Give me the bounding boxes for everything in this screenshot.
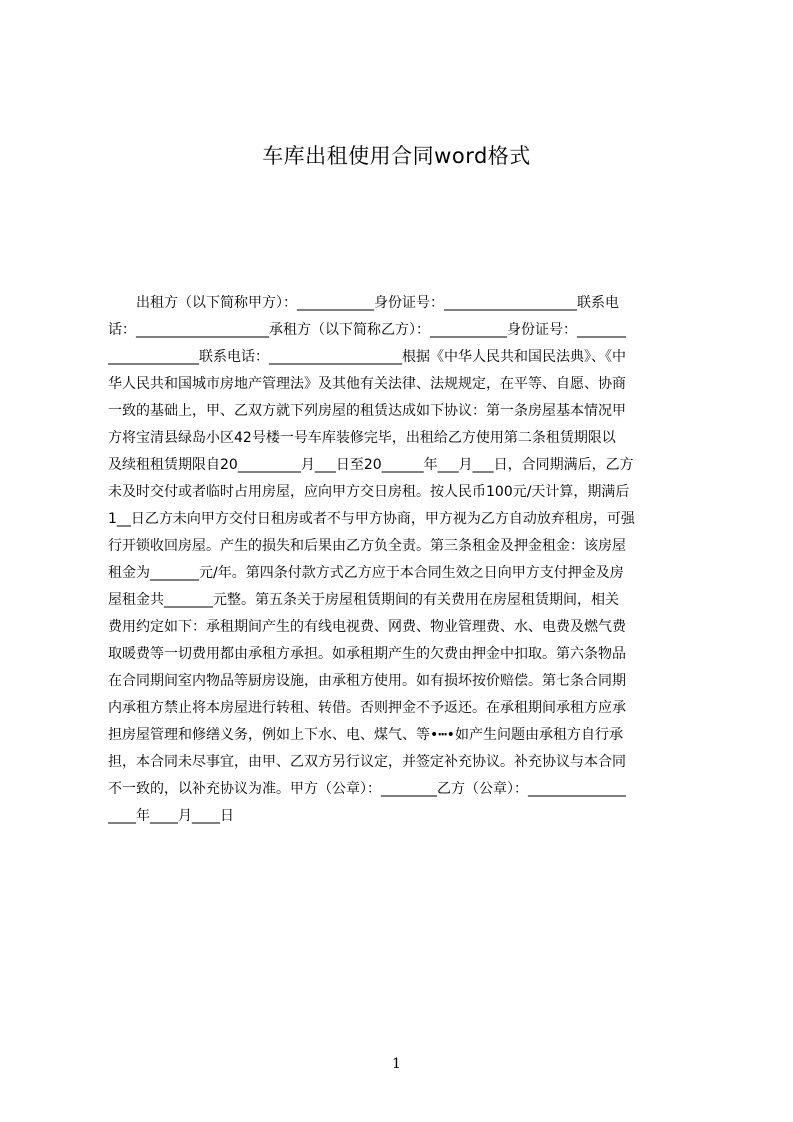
body-line: 租金为_______元/年。第四条付款方式乙方应于本合同生效之日向甲方支付押金及房: [108, 565, 624, 581]
body-line: 方将宝清县绿岛小区42号楼一号车库装修完毕，出租给乙方使用第二条租赁期限以: [108, 430, 616, 446]
body-line: 出租方（以下简称甲方）：___________身份证号：___________________联系电: [108, 295, 619, 311]
body-line: 及续租租赁期限自20_________月___日至20______年___月___日，合同期满后，乙方: [108, 457, 634, 473]
page-number: 1: [392, 1056, 401, 1072]
body-line: 内承租方禁止将本房屋进行转租、转借。否则押金不予返还。在承租期间承租方应承: [108, 700, 626, 716]
body-line: 屋租金共_______元整。第五条关于房屋租赁期间的有关费用在房屋租赁期间，相关: [108, 592, 619, 608]
body-line: 在合同期间室内物品等厨房设施，由承租方使用。如有损坏按价赔偿。第七条合同期: [108, 673, 626, 689]
contract-body: [108, 290, 700, 830]
body-line: 费用约定如下：承租期间产生的有线电视费、网费、物业管理费、水、电费及燃气费: [108, 619, 626, 635]
body-line: 1__日乙方未向甲方交付日租房或者不与甲方协商，甲方视为乙方自动放弃租房，可强: [108, 511, 635, 527]
document-title: 车库出租使用合同word格式: [262, 144, 531, 168]
body-line: 不一致的，以补充协议为准。甲方（公章）：________乙方（公章）：______________: [108, 781, 626, 797]
body-line: 行开锁收回房屋。产生的损失和后果由乙方负全责。第三条租金及押金租金：该房屋: [108, 538, 626, 554]
body-line: 话：___________________承租方（以下简称乙方）：___________身份证号：_______: [108, 322, 626, 338]
body-line: ____年____月____日: [108, 808, 234, 824]
body-line: 担房屋管理和修缮义务，例如上下水、电、煤气、等•┅•如产生问题由承租方自行承: [108, 727, 623, 743]
body-line: _____________联系电话：___________________根据《中华人民共和国民法典》、《中: [108, 349, 626, 365]
body-line: 未及时交付或者临时占用房屋，应向甲方交日房租。按人民币100元/天计算，期满后: [108, 484, 630, 500]
body-line: 一致的基础上，甲、乙双方就下列房屋的租赁达成如下协议：第一条房屋基本情况甲: [108, 403, 626, 419]
body-line: 华人民共和国城市房地产管理法》及其他有关法律、法规规定，在平等、自愿、协商: [108, 376, 626, 392]
body-line: 取暖费等一切费用都由承租方承担。如承租期产生的欠费由押金中扣取。第六条物品: [108, 646, 626, 662]
body-line: 担，本合同未尽事宜，由甲、乙双方另行议定，并签定补充协议。补充协议与本合同: [108, 754, 626, 770]
